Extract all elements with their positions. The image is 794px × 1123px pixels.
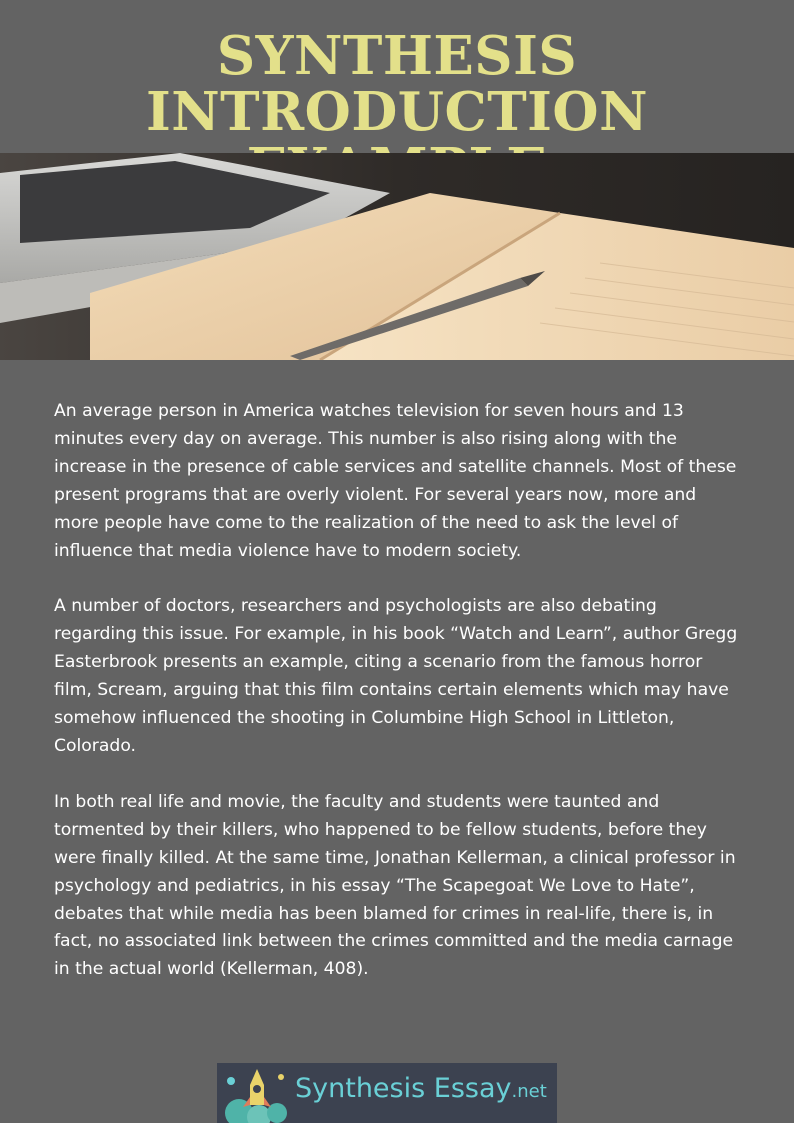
- hero-photo-notebook-laptop: [0, 153, 794, 360]
- paragraph-1: An average person in America watches television for seven hours and 13 minutes every day on average. This number is also rising along with the increase in the presence of cable services and satellite channels. Most of these present programs that are overly violent. For several years now, more and more people have come to the realization of the need to ask the level of influence that media violence have to modern society.: [54, 401, 737, 561]
- logo-name: Synthesis Essay: [295, 1073, 512, 1104]
- rocket-icon: [217, 1063, 297, 1123]
- site-logo[interactable]: [217, 1063, 557, 1123]
- paragraph-2: A number of doctors, researchers and psychologists are also debating regarding this issue. For example, in his book “Watch and Learn”, author Gregg Easterbrook presents an example, citing a scenario from the famous horror film, Scream, arguing that this film contains certain elements which may have somehow influenced the shooting in Columbine High School in Littleton, Colorado.: [54, 596, 738, 756]
- logo-tld: .net: [511, 1081, 547, 1102]
- article-body: [54, 398, 744, 1012]
- paragraph-3: In both real life and movie, the faculty and students were taunted and tormented by their killers, who happened to be fellow students, before they were finally killed. At the same time, Jonathan Kellerman, a clinical professor in psychology and pediatrics, in his essay “The Scapegoat We Love to Hate”, debates that while media has been blamed for crimes in real-life, there is, in fact, no associated link between the crimes committed and the media carnage in the actual world (Kellerman, 408).: [54, 791, 736, 980]
- logo-wordmark: [295, 1073, 547, 1104]
- title-line-1: SYNTHESIS INTRODUCTION: [145, 25, 649, 143]
